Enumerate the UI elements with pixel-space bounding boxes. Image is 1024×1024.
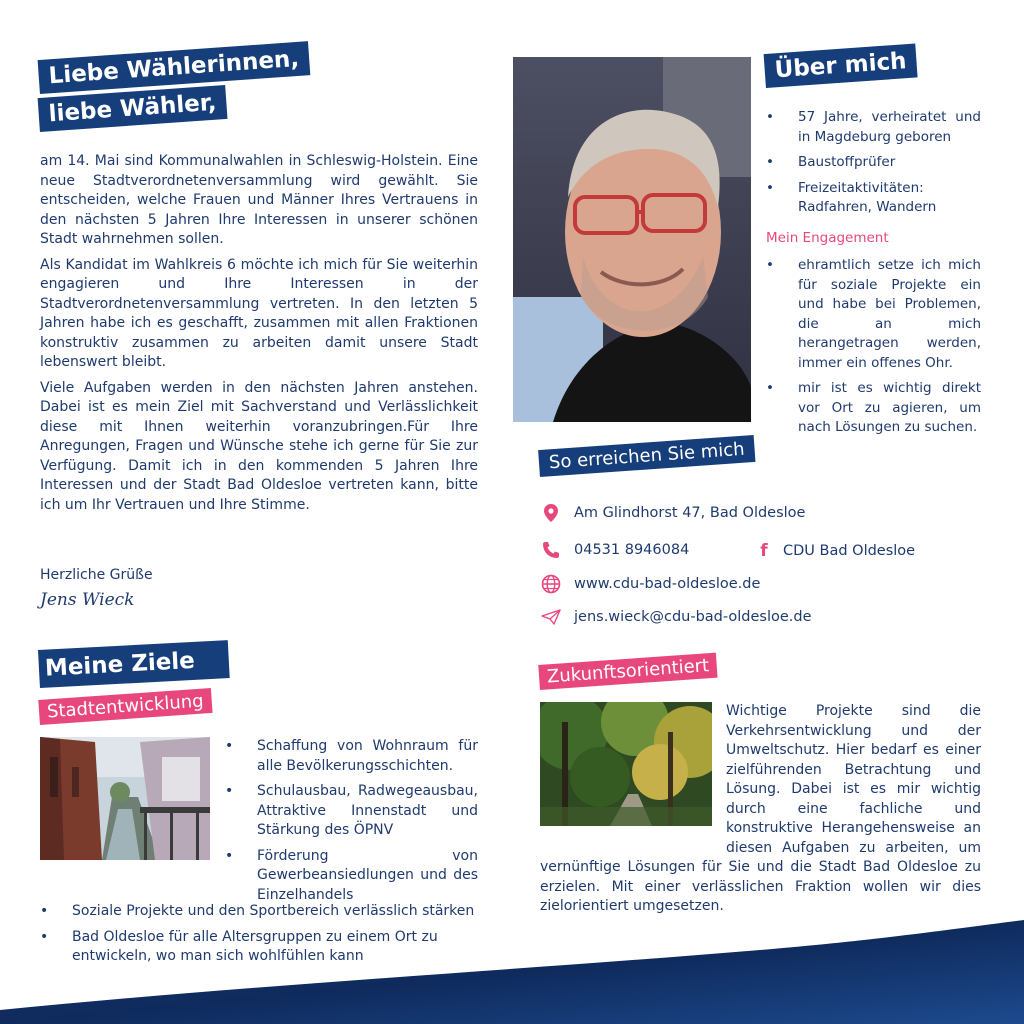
facebook-text[interactable]: CDU Bad Oldesloe [783, 543, 916, 559]
web-text[interactable]: www.cdu-bad-oldesloe.de [574, 576, 761, 592]
street-photo [40, 737, 210, 860]
paper-plane-icon [540, 609, 562, 625]
contact-phone [540, 541, 689, 559]
list-item: • Soziale Projekte und den Sportbereich verlässlich stärken [40, 902, 478, 922]
engagement-label: Mein Engagement [766, 230, 889, 246]
list-item: • Baustoffprüfer [766, 153, 981, 173]
list-item: • Förderung von Gewerbeansiedlungen und des Einzelhandels [225, 847, 478, 906]
intro-paragraph: Viele Aufgaben werden in den nächsten Jahren anstehen. Dabei ist es mein Ziel mit Sachverstand und Verlässlichkeit diese mit Ihnen weiterhin voranzubringen.Für Ihre Anregungen, Fragen und Wünsche stehe ich gerne für Sie zur Verfügung. Damit ich in den kommenden 5 Jahren Ihre Interessen und der Stadt Bad Oldesloe vertreten kann, bitte ich um Ihr Vertrauen und Ihre Stimme. [40, 379, 478, 513]
about-list [766, 108, 981, 224]
float-spacer [540, 702, 726, 842]
list-item: • mir ist es wichtig direkt vor Ort zu agieren, um nach Lösungen zu suchen. [766, 379, 981, 438]
signature: Jens Wieck [40, 590, 135, 610]
about-title: Über mich [764, 43, 918, 88]
intro-text [40, 152, 478, 521]
list-item: • Schulausbau, Radwegeausbau, Attraktive Innenstadt und Stärkung des ÖPNV [225, 782, 478, 841]
contact-web [540, 574, 760, 594]
list-item: • Schaffung von Wohnraum für alle Bevölkerungsschichten. [225, 737, 478, 776]
ziele-title: Meine Ziele [38, 640, 230, 688]
globe-icon [540, 574, 562, 594]
list-item: • Bad Oldesloe für alle Altersgruppen zu einem Ort zu entwickeln, wo man sich wohlfühlen kann [40, 928, 478, 967]
list-item: • 57 Jahre, verheiratet und in Magdeburg geboren [766, 108, 981, 147]
engagement-list [766, 256, 981, 444]
email-text[interactable]: jens.wieck@cdu-bad-oldesloe.de [574, 609, 812, 625]
greeting-title-line2: liebe Wähler, [38, 85, 228, 132]
address-text: Am Glindhorst 47, Bad Oldesloe [574, 505, 806, 521]
closing-greeting: Herzliche Grüße [40, 567, 153, 583]
intro-paragraph: am 14. Mai sind Kommunalwahlen in Schleswig-Holstein. Eine neue Stadtverordnetenversammlung wird gewählt. Sie entscheiden, welche Frauen und Männer Ihres Vertrauens in den nächsten 5 Jahren Ihre Interessen in unserer schönen Stadt wahrnehmen sollen. [40, 153, 478, 247]
contact-facebook [753, 541, 915, 561]
greeting-title-line1: Liebe Wählerinnen, [38, 41, 311, 94]
list-item: • Freizeitaktivitäten: Radfahren, Wandern [766, 179, 981, 218]
intro-paragraph: Als Kandidat im Wahlkreis 6 möchte ich mich für Sie weiterhin engagieren und Ihre Interessen in der Stadtverordnetenversammlung vertreten. In den letzten 5 Jahren habe ich es geschafft, zusammen mit allen Fraktionen konstruktiv zusammen zu arbeiten damit unsere Stadt lebenswert bleibt. [40, 256, 478, 370]
facebook-icon: f [760, 541, 768, 561]
future-text: Wichtige Projekte sind die Verkehrsentwicklung und der Umweltschutz. Hier bedarf es einer zielführenden Betrachtung und Lösung. Dabei ist es mir wichtig durch eine fachliche und konstruktive Herangehensweise an diesen Aufgaben zu arbeiten, um vernünftige Lösungen für Sie und die Stadt Bad Oldesloe zu erzielen. Mit einer verlässlichen Fraktion wollen wir dies zielorientiert umgesetzen. [540, 703, 981, 914]
location-pin-icon [540, 504, 562, 522]
phone-icon [540, 541, 562, 559]
ziele-subtitle: Stadtentwicklung [38, 688, 212, 725]
contact-title: So erreichen Sie mich [538, 435, 755, 477]
ziele-list-bottom [40, 902, 478, 973]
contact-address [540, 504, 805, 522]
phone-text[interactable]: 04531 8946084 [574, 542, 690, 558]
candidate-portrait [513, 57, 751, 422]
list-item: • ehramtlich setze ich mich für soziale Projekte ein und habe bei Problemen, die an mich herangetragen werden, immer ein offenes Ohr. [766, 256, 981, 373]
contact-email [540, 609, 812, 625]
future-title: Zukunftsorientiert [538, 653, 718, 690]
ziele-list-top [225, 737, 478, 911]
